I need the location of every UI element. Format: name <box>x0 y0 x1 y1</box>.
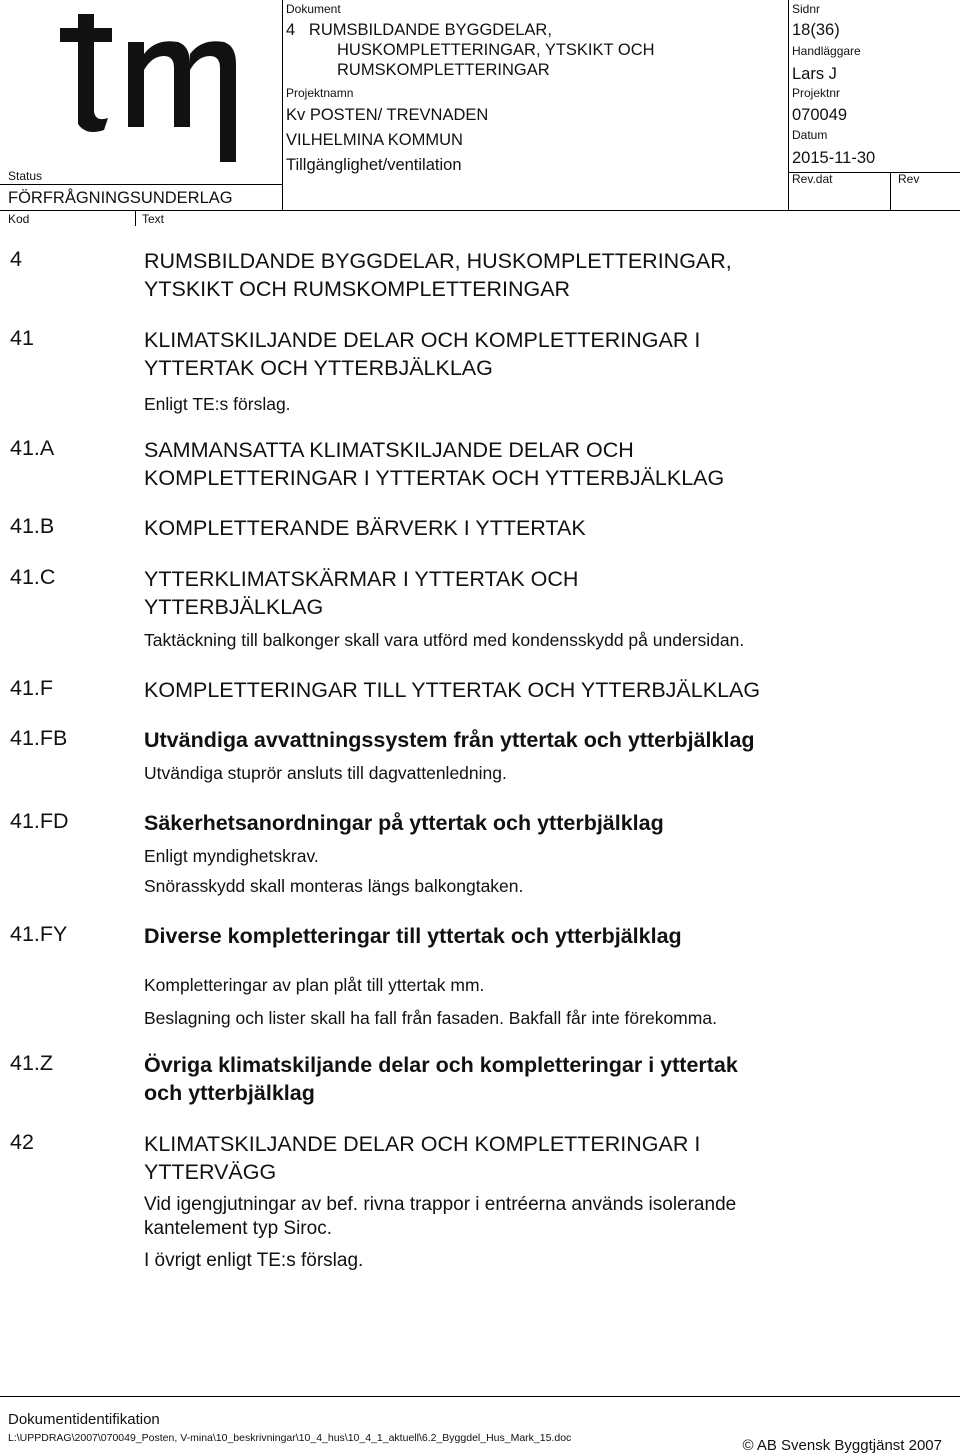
status-label: Status <box>8 169 43 183</box>
divider <box>0 1396 960 1397</box>
section-title-line: YTTERVÄGG <box>144 1160 277 1184</box>
section-code: 41 <box>10 326 34 350</box>
sidnr-value: 18(36) <box>792 21 840 39</box>
section-title <box>144 247 944 303</box>
section-title-line: KOMPLETTERINGAR I YTTERTAK OCH YTTERBJÄLKLAG <box>144 466 725 490</box>
projektnamn-label: Projektnamn <box>286 86 354 100</box>
section-title <box>144 726 944 754</box>
dokument-value-line-3: RUMSKOMPLETTERINGAR <box>337 61 550 79</box>
divider <box>135 210 136 226</box>
section-text: Vid igengjutningar av bef. rivna trappor i entréerna används isolerande <box>144 1194 737 1215</box>
section-title <box>144 676 944 704</box>
doc-id-label: Dokumentidentifikation <box>8 1411 160 1428</box>
section-title <box>144 1130 944 1186</box>
divider <box>0 184 282 185</box>
projektnamn-line-2: VILHELMINA KOMMUN <box>286 131 463 149</box>
handlaggare-value: Lars J <box>792 65 837 83</box>
divider <box>788 0 789 210</box>
projektnamn-line-1: Kv POSTEN/ TREVNADEN <box>286 106 489 124</box>
section-title <box>144 565 944 621</box>
section-title <box>144 514 944 542</box>
section-code: 4 <box>10 247 22 271</box>
revdat-label: Rev.dat <box>792 172 833 186</box>
section-title <box>144 922 944 950</box>
section-code: 41.Z <box>10 1051 54 1075</box>
section-text: Taktäckning till balkonger skall vara utförd med kondensskydd på undersidan. <box>144 630 745 650</box>
dokument-label: Dokument <box>286 2 341 16</box>
handlaggare-label: Handläggare <box>792 44 861 58</box>
section-title <box>144 1051 944 1107</box>
divider <box>0 210 960 211</box>
sidnr-label: Sidnr <box>792 2 821 16</box>
section-title-line: och ytterbjälklag <box>144 1081 315 1105</box>
company-logo <box>56 12 276 162</box>
section-title <box>144 326 944 382</box>
section-text: Enligt TE:s förslag. <box>144 394 291 414</box>
dokument-value-line-1: 4 RUMSBILDANDE BYGGDELAR, <box>286 21 552 39</box>
section-title-line: Säkerhetsanordningar på yttertak och ytterbjälklag <box>144 811 664 835</box>
section-title-line: KLIMATSKILJANDE DELAR OCH KOMPLETTERINGAR I <box>144 1132 701 1156</box>
section-text: kantelement typ Siroc. <box>144 1218 332 1239</box>
section-title <box>144 809 944 837</box>
section-code: 41.B <box>10 514 55 538</box>
datum-label: Datum <box>792 128 828 142</box>
section-code: 41.FD <box>10 809 69 833</box>
status-value: FÖRFRÅGNINGSUNDERLAG <box>8 189 233 207</box>
dokument-value-line-2: HUSKOMPLETTERINGAR, YTSKIKT OCH <box>337 41 655 59</box>
section-text: Beslagning och lister skall ha fall från fasaden. Bakfall får inte förekomma. <box>144 1008 717 1028</box>
section-title-line: KLIMATSKILJANDE DELAR OCH KOMPLETTERINGAR I <box>144 328 701 352</box>
projektnamn-line-3: Tillgänglighet/ventilation <box>286 156 462 174</box>
section-title-line: KOMPLETTERINGAR TILL YTTERTAK OCH YTTERBJÄLKLAG <box>144 678 761 702</box>
section-text: I övrigt enligt TE:s förslag. <box>144 1250 364 1271</box>
section-text: Enligt myndighetskrav. <box>144 846 319 866</box>
divider <box>890 172 891 210</box>
section-code: 42 <box>10 1130 34 1154</box>
text-label: Text <box>142 212 165 226</box>
section-text: Utvändiga stuprör ansluts till dagvattenledning. <box>144 763 507 783</box>
doc-path: L:\UPPDRAG\2007\070049_Posten, V-mina\10_beskrivningar\10_4_hus\10_4_1_aktuell\6.2_Byggdel_Hus_Mark_15.doc <box>8 1432 572 1444</box>
section-text: Kompletteringar av plan plåt till yttertak mm. <box>144 975 485 995</box>
datum-value: 2015-11-30 <box>792 149 876 167</box>
section-title-line: Diverse kompletteringar till yttertak och ytterbjälklag <box>144 924 682 948</box>
projektnr-value: 070049 <box>792 106 848 124</box>
section-code: 41.A <box>10 436 55 460</box>
section-code: 41.F <box>10 676 54 700</box>
section-title-line: YTTERKLIMATSKÄRMAR I YTTERTAK OCH <box>144 567 579 591</box>
section-title-line: YTSKIKT OCH RUMSKOMPLETTERINGAR <box>144 277 571 301</box>
section-title <box>144 436 944 492</box>
section-title-line: Övriga klimatskiljande delar och kompletteringar i yttertak <box>144 1053 738 1077</box>
kod-label: Kod <box>8 212 30 226</box>
section-code: 41.FB <box>10 726 68 750</box>
section-title-line: RUMSBILDANDE BYGGDELAR, HUSKOMPLETTERINGAR, <box>144 249 732 273</box>
divider <box>282 0 283 210</box>
section-title-line: Utvändiga avvattningssystem från yttertak och ytterbjälklag <box>144 728 755 752</box>
section-title-line: SAMMANSATTA KLIMATSKILJANDE DELAR OCH <box>144 438 634 462</box>
section-title-line: YTTERBJÄLKLAG <box>144 595 324 619</box>
section-code: 41.C <box>10 565 56 589</box>
section-text: Snörasskydd skall monteras längs balkongtaken. <box>144 876 524 896</box>
section-title-line: YTTERTAK OCH YTTERBJÄLKLAG <box>144 356 493 380</box>
projektnr-label: Projektnr <box>792 86 841 100</box>
rev-label: Rev <box>898 172 920 186</box>
section-code: 41.FY <box>10 922 68 946</box>
copyright: © AB Svensk Byggtjänst 2007 <box>742 1437 942 1454</box>
section-title-line: KOMPLETTERANDE BÄRVERK I YTTERTAK <box>144 516 586 540</box>
